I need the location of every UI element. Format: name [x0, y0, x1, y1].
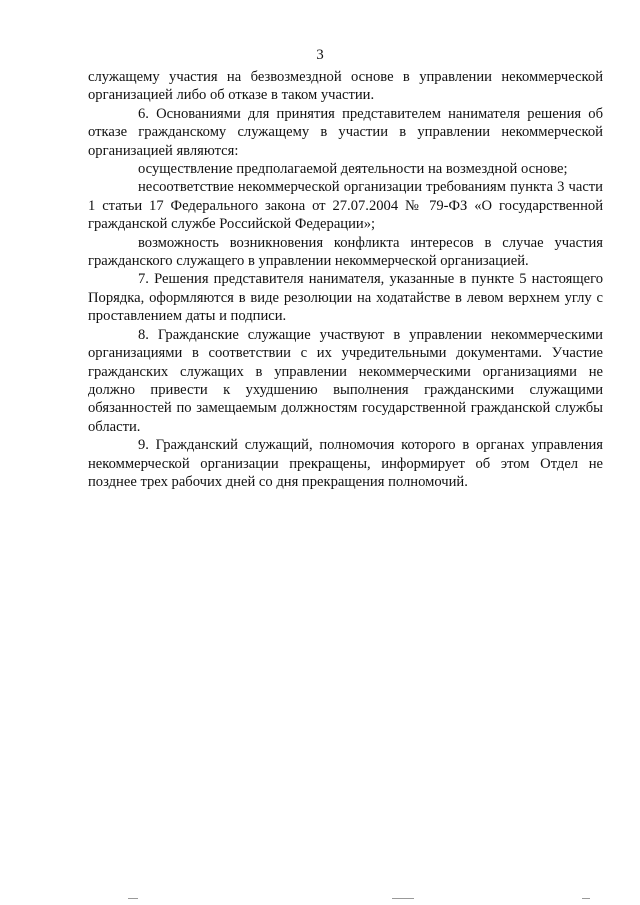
paragraph-6-item-2: несоответствие некоммерческой организации требованиям пункта 3 части 1 статьи 17 Федерального закона от 27.07.2004 № 79-ФЗ «О государственной гражданской службе Российской Федерации»; [88, 179, 603, 233]
scan-artifact-left [128, 898, 138, 899]
paragraph-6-item-1: осуществление предполагаемой деятельности на возмездной основе; [138, 161, 568, 178]
scan-artifact-right [582, 898, 590, 899]
paragraph-7: 7. Решения представителя нанимателя, указанные в пункте 5 настоящего Порядка, оформляются в виде резолюции на ходатайстве в левом верхнем углу с проставлением даты и подписи. [88, 271, 603, 325]
paragraph-6-item-3: возможность возникновения конфликта интересов в случае участия гражданского служащего в управлении некоммерческой организацией. [88, 234, 603, 270]
scan-artifact-center [392, 898, 414, 899]
paragraph-6: 6. Основаниями для принятия представителем нанимателя решения об отказе гражданскому служащему в участии в управлении некоммерческой организацией являются: [88, 105, 603, 159]
paragraph-9: 9. Гражданский служащий, полномочия которого в органах управления некоммерческой организации прекращены, информирует об этом Отдел не позднее трех рабочих дней со дня прекращения полномочий. [88, 437, 603, 490]
document-body [88, 68, 603, 491]
paragraph-continuation: служащему участия на безвозмездной основе в управлении некоммерческой организацией либо об отказе в таком участии. [88, 69, 603, 104]
page-number: 3 [316, 47, 324, 63]
paragraph-8: 8. Гражданские служащие участвуют в управлении некоммерческими организациями в соответствии с их учредительными документами. Участие гражданских служащих в управлении некоммерческими организациями не должно привести к ухудшению выполнения гражданскими служащими обязанностей по замещаемым должностям государственной гражданской службы области. [88, 326, 603, 435]
